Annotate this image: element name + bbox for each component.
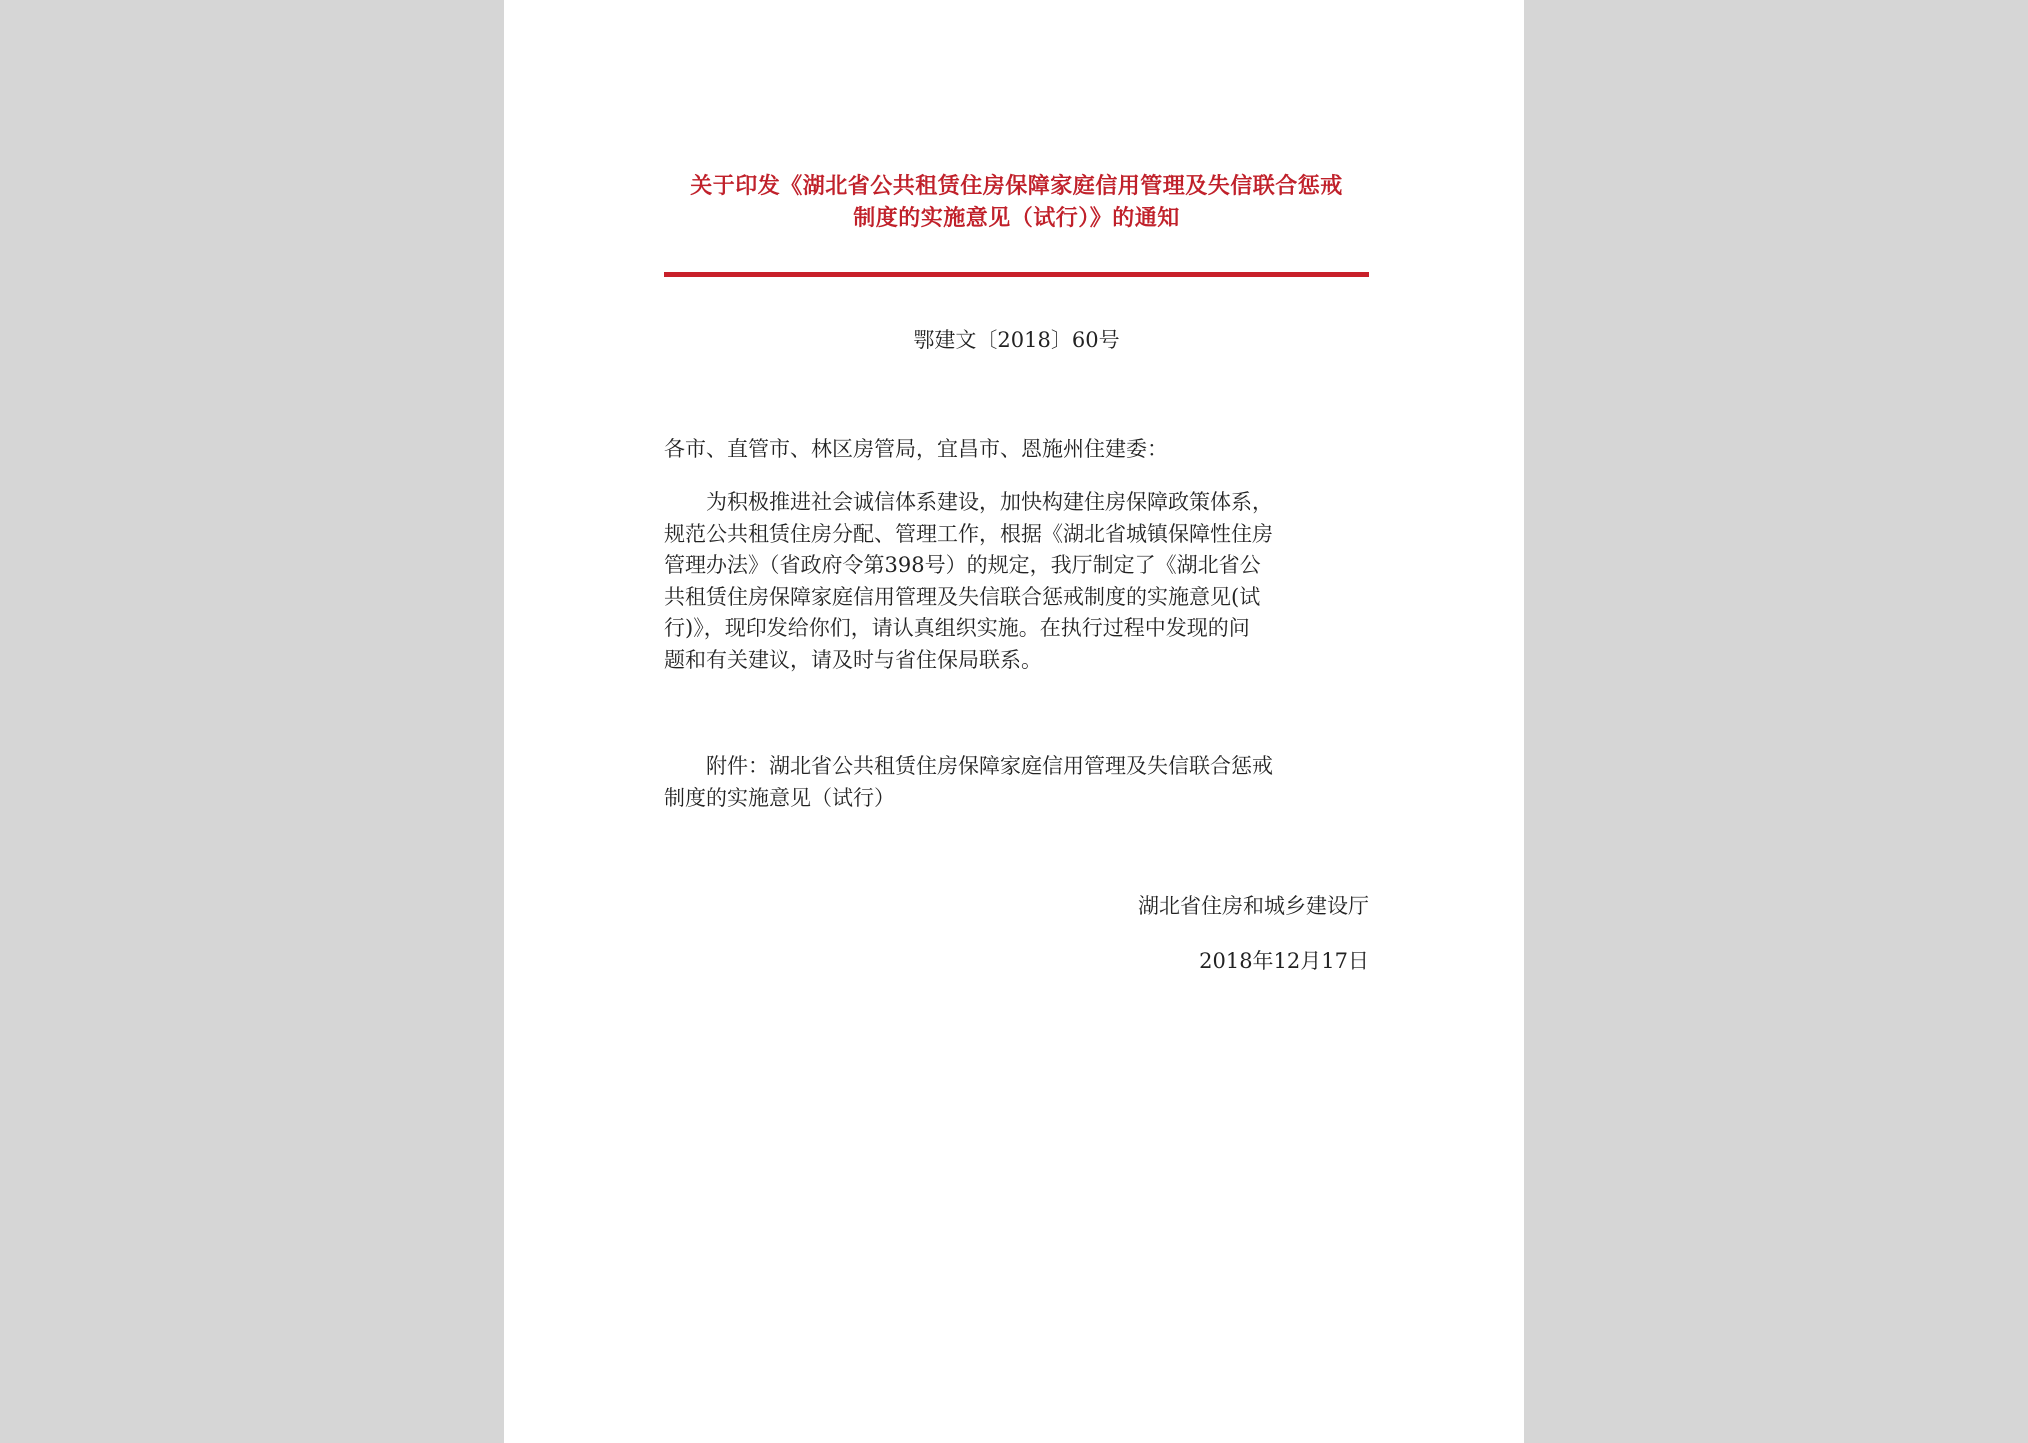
title-line-1: 关于印发《湖北省公共租赁住房保障家庭信用管理及失信联合惩戒 (690, 173, 1343, 199)
body-line-1: 为积极推进社会诚信体系建设，加快构建住房保障政策体系， (664, 490, 1273, 514)
document-number: 鄂建文〔2018〕60号 (913, 328, 1120, 352)
body-line-6: 题和有关建议，请及时与省住保局联系。 (664, 647, 1042, 672)
addressee: 各市、直管市、林区房管局，宜昌市、恩施州住建委： (664, 437, 1168, 461)
document-title (664, 170, 1369, 234)
attachment-note (664, 751, 1369, 814)
body-line-2: 规范公共租赁住房分配、管理工作，根据《湖北省城镇保障性住房 (664, 521, 1273, 546)
document-page (504, 0, 1524, 1443)
issue-date: 2018年12月17日 (1199, 949, 1369, 973)
title-line-2: 制度的实施意见（试行）》的通知 (853, 205, 1180, 231)
body-line-3: 管理办法》（省政府令第398号）的规定，我厅制定了《湖北省公 (664, 553, 1261, 577)
body-line-5: 行)》，现印发给你们，请认真组织实施。在执行过程中发现的问 (664, 616, 1250, 640)
attachment-line-1: 附件：湖北省公共租赁住房保障家庭信用管理及失信联合惩戒 (664, 754, 1273, 778)
body-paragraph (664, 487, 1369, 676)
issuing-authority: 湖北省住房和城乡建设厅 (1138, 894, 1369, 918)
body-line-4: 共租赁住房保障家庭信用管理及失信联合惩戒制度的实施意见(试 (664, 584, 1261, 609)
attachment-line-2: 制度的实施意见（试行） (664, 785, 895, 810)
red-header-rule (664, 272, 1369, 277)
